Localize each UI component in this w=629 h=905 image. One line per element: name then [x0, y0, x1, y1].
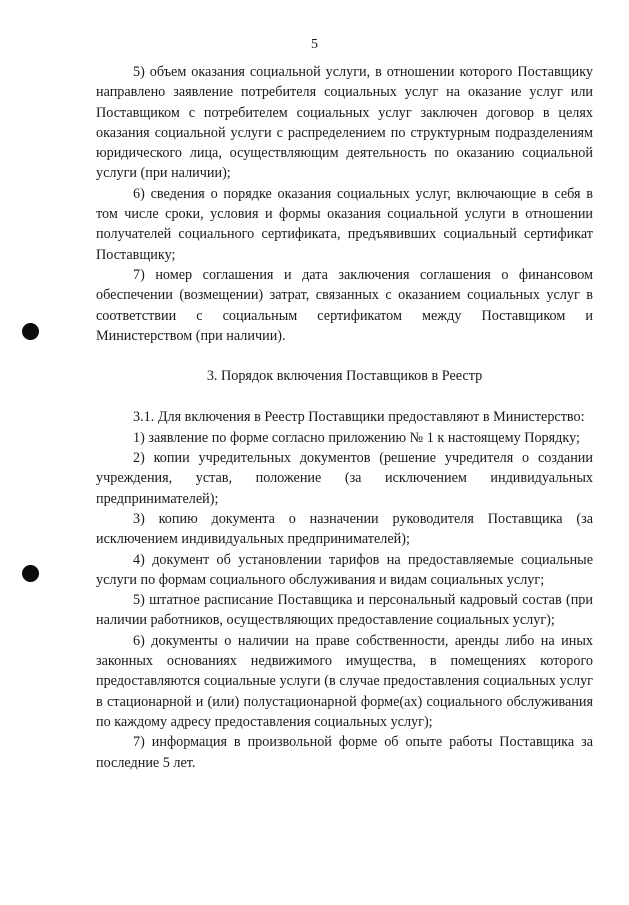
- list-item-2: 2) копии учредительных документов (решение учредителя о создании учреждения, устав, положение (за исключением индивидуальных предпринимателей);: [96, 450, 593, 507]
- binder-hole: [22, 565, 39, 582]
- paragraph-item-5: 5) объем оказания социальной услуги, в отношении которого Поставщику направлено заявление потребителя социальных услуг на оказание услуг или Поставщиком с потребителем социальных услуг заключен договор в целях оказания социальной услуги с распределением по структурным подразделениям юридического лица, осуществляющим деятельность по оказанию социальной услуги (при наличии);: [96, 64, 593, 182]
- page-number: 5: [311, 37, 318, 52]
- list-item-6: 6) документы о наличии на праве собственности, аренды либо на иных законных основаниях недвижимого имущества, в помещениях которого предоставляются социальные услуги (в случае предоставления социальных услуг в стационарной и (или) полустационарной форме(ах) социального обслуживания по каждому адресу предоставления социальных услуг);: [96, 632, 593, 730]
- paragraph-item-6: 6) сведения о порядке оказания социальных услуг, включающие в себя в том числе сроки, условия и формы оказания социальной услуги в отношении получателей социального сертификата, предъявивших социальный сертификат Поставщику;: [96, 185, 593, 263]
- binder-hole: [22, 323, 39, 340]
- list-item-5: 5) штатное расписание Поставщика и персональный кадровый состав (при наличии работников, осуществляющих предоставление социальных услуг);: [96, 592, 593, 629]
- section-intro: 3.1. Для включения в Реестр Поставщики предоставляют в Министерство:: [133, 409, 585, 426]
- list-item-4: 4) документ об установлении тарифов на предоставляемые социальные услуги по формам социального обслуживания и видам социальных услуг;: [96, 551, 593, 588]
- list-item-7: 7) информация в произвольной форме об опыте работы Поставщика за последние 5 лет.: [96, 734, 593, 771]
- paragraph-item-7: 7) номер соглашения и дата заключения соглашения о финансовом обеспечении (возмещении) затрат, связанных с оказанием социальных услуг в соответствии с социальным сертификатом между Поставщиком и Министерством (при наличии).: [96, 266, 593, 344]
- list-item-1: 1) заявление по форме согласно приложению № 1 к настоящему Порядку;: [133, 429, 580, 446]
- list-item-3: 3) копию документа о назначении руководителя Поставщика (за исключением индивидуальных предпринимателей);: [96, 510, 593, 548]
- section-heading: 3. Порядок включения Поставщиков в Реестр: [206, 368, 483, 385]
- document-body: [96, 62, 593, 773]
